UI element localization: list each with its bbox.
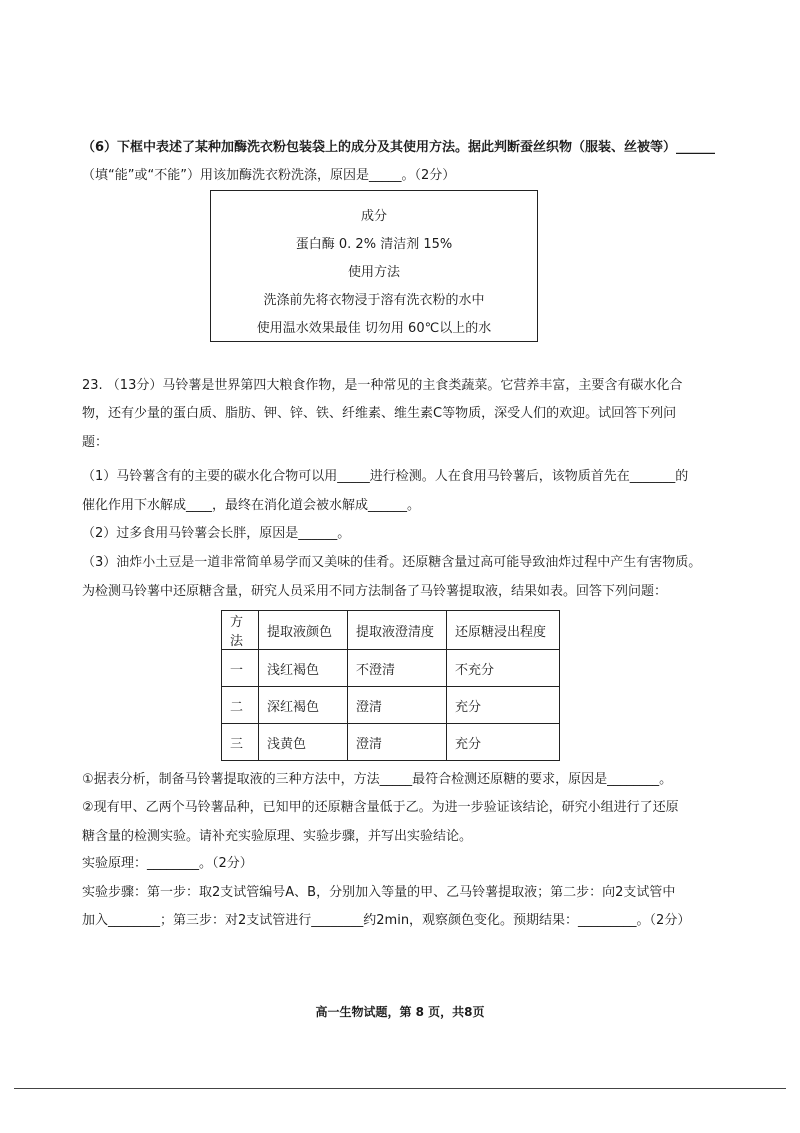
q23-steps-line-2: 加入________；第三步：对2支试管进行________约2min，观察颜色变化。预期结果：_________。（2分） <box>82 913 691 928</box>
q23-sub2-line-1: ②现有甲、乙两个马铃薯品种，已知甲的还原糖含量低于乙。为进一步验证该结论，研究小组进行了还原 <box>82 800 679 815</box>
table-row <box>222 687 560 724</box>
table-header-cell: 方法 <box>222 611 259 650</box>
table-cell: 澄清 <box>348 687 447 724</box>
box-usage-line-2: 使用温水效果最佳 切勿用 60℃以上的水 <box>256 321 492 336</box>
table-cell: 二 <box>222 687 259 724</box>
box-heading-ingredients: 成分 <box>360 209 387 224</box>
table-cell: 充分 <box>447 687 560 724</box>
table-row <box>222 724 560 761</box>
results-table <box>221 610 560 761</box>
table-header-cell: 提取液澄清度 <box>348 611 447 650</box>
q23-intro-line-2: 物，还有少量的蛋白质、脂肪、钾、锌、铁、纤维素、维生素C等物质，深受人们的欢迎。试回答下列问 <box>82 406 677 421</box>
q23-part3-line-1: （3）油炸小土豆是一道非常简单易学而又美味的佳肴。还原糖含量过高可能导致油炸过程中产生有害物质。 <box>82 555 702 570</box>
q23-principle: 实验原理：________。（2分） <box>82 856 253 871</box>
table-row <box>222 650 560 687</box>
table-header-cell: 提取液颜色 <box>259 611 348 650</box>
table-header-row <box>222 611 560 650</box>
table-cell: 浅红褐色 <box>259 650 348 687</box>
q23-intro-line-1: 23. （13分）马铃薯是世界第四大粮食作物，是一种常见的主食类蔬菜。它营养丰富，主要含有碳水化合 <box>82 378 683 393</box>
q23-steps-line-1: 实验步骤：第一步：取2支试管编号A、B，分别加入等量的甲、乙马铃薯提取液；第二步：向2支试管中 <box>82 885 676 900</box>
table-cell: 不澄清 <box>348 650 447 687</box>
table-cell: 一 <box>222 650 259 687</box>
box-usage-line-1: 洗涤前先将衣物浸于溶有洗衣粉的水中 <box>263 293 485 308</box>
q23-part2: （2）过多食用马铃薯会长胖，原因是______。 <box>82 526 351 541</box>
table-cell: 深红褐色 <box>259 687 348 724</box>
ingredients-box <box>210 190 538 342</box>
table-cell: 不充分 <box>447 650 560 687</box>
table-cell: 三 <box>222 724 259 761</box>
table-cell: 澄清 <box>348 724 447 761</box>
table-header-cell: 还原糖浸出程度 <box>447 611 560 650</box>
page-footer: 高一生物试题，第 8 页，共8页 <box>315 1005 485 1019</box>
q23-sub1: ①据表分析，制备马铃薯提取液的三种方法中，方法_____最符合检测还原糖的要求，原因是________。 <box>82 772 673 787</box>
table-cell: 充分 <box>447 724 560 761</box>
box-heading-usage: 使用方法 <box>347 265 400 280</box>
q23-part1-line-2: 催化作用下水解成____，最终在消化道会被水解成______。 <box>82 498 421 513</box>
table-cell: 浅黄色 <box>259 724 348 761</box>
q6-line-1: （6）下框中表述了某种加酶洗衣粉包装袋上的成分及其使用方法。据此判断蚕丝织物（服装、丝被等）______ <box>82 140 716 155</box>
q6-line-2: （填“能”或“不能”）用该加酶洗衣粉洗涤，原因是_____。（2分） <box>82 168 456 183</box>
bottom-rule <box>14 1088 786 1089</box>
q23-sub2-line-2: 糖含量的检测实验。请补充实验原理、实验步骤，并写出实验结论。 <box>82 829 473 844</box>
q23-part1-line-1: （1）马铃薯含有的主要的碳水化合物可以用_____进行检测。人在食用马铃薯后，该物质首先在_______的 <box>82 469 689 484</box>
q23-part3-line-2: 为检测马铃薯中还原糖含量，研究人员采用不同方法制备了马铃薯提取液，结果如表。回答下列问题： <box>82 584 668 599</box>
q23-intro-line-3: 题： <box>82 435 109 450</box>
box-ingredients: 蛋白酶 0. 2% 清洁剂 15% <box>295 237 453 252</box>
